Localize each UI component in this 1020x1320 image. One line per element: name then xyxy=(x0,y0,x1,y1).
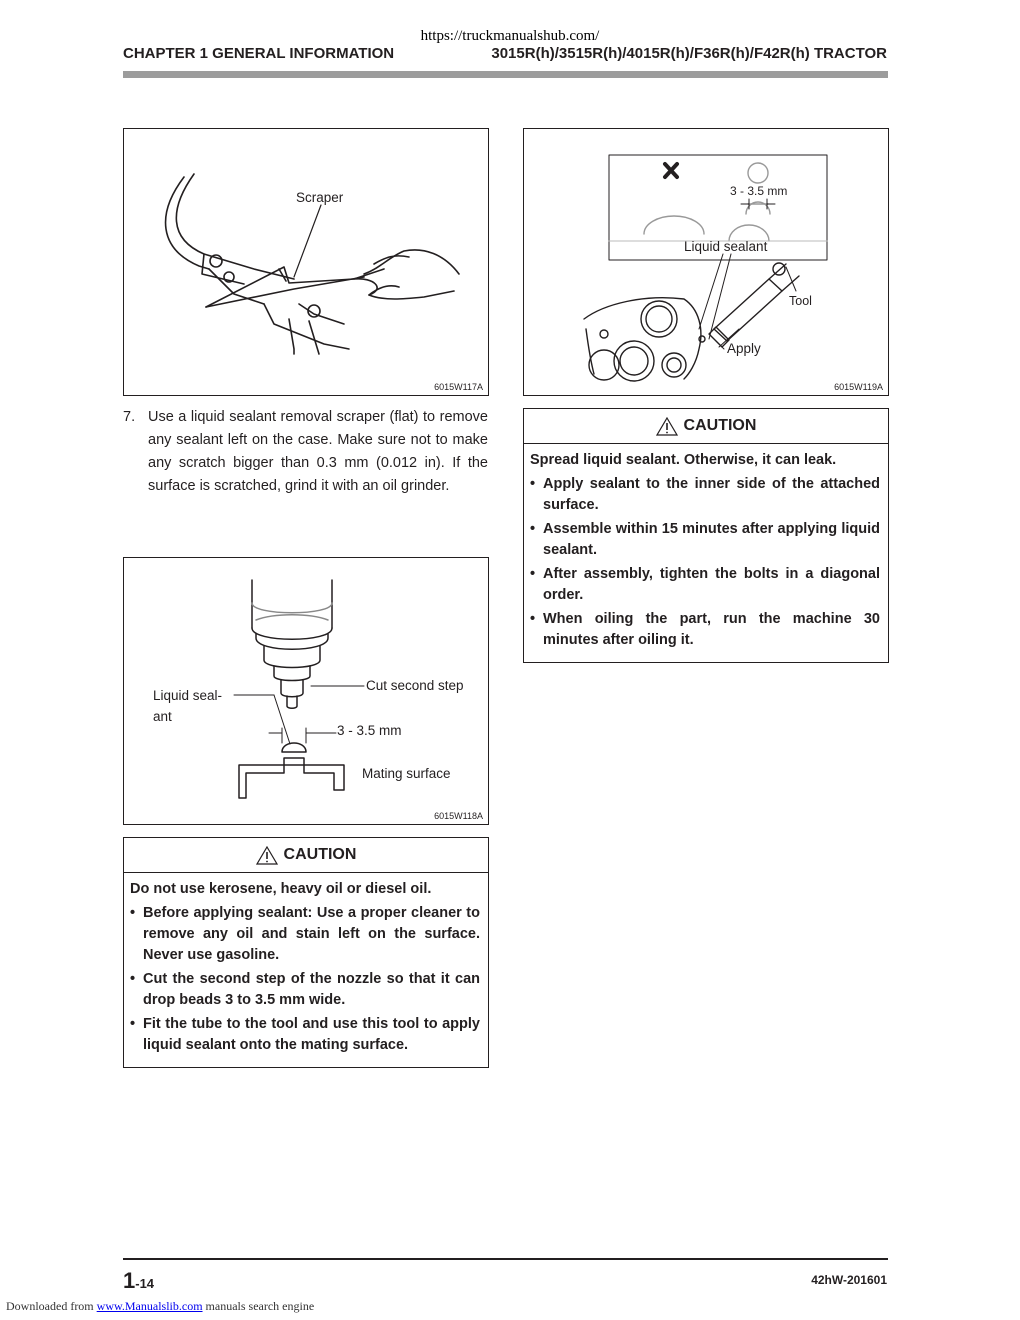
caution-bullet: • Cut the second step of the nozzle so that it can drop beads 3 to 3.5 mm wide. xyxy=(130,969,480,1011)
caution-title xyxy=(124,838,488,873)
header-bar xyxy=(123,71,888,78)
label-mating-surface: Mating surface xyxy=(362,766,451,781)
warning-triangle-icon xyxy=(256,846,278,865)
label-liquid-sealant: Liquid sealant xyxy=(684,239,768,254)
caution-bullet: • After assembly, tighten the bolts in a diagonal order. xyxy=(530,564,880,606)
chapter-title: CHAPTER 1 GENERAL INFORMATION xyxy=(123,45,395,62)
caution-title-text: CAUTION xyxy=(283,846,357,863)
figure-scraper xyxy=(123,128,489,396)
caution-bullet: • When oiling the part, run the machine 30 minutes after oiling it. xyxy=(530,609,880,651)
caution-bullet: • Fit the tube to the tool and use this tool to apply liquid sealant onto the mating surface. xyxy=(130,1014,480,1056)
page-number-minor: -14 xyxy=(135,1276,155,1291)
label-liquid-sealant-line1: Liquid seal- xyxy=(153,688,223,703)
label-apply: Apply xyxy=(727,341,761,356)
caution-box-left xyxy=(123,837,489,1068)
label-liquid-sealant-line2: ant xyxy=(153,709,172,724)
label-scraper: Scraper xyxy=(296,190,344,205)
apply-tool-illustration xyxy=(524,129,888,395)
warning-triangle-icon xyxy=(656,417,678,436)
step-text: Use a liquid sealant removal scraper (flat) to remove any sealant left on the case. Make sure not to make any scratch bigger than 0.3 mm (0.012 in). If the surface is scratched, grind it with an oil grinder. xyxy=(148,409,488,494)
label-gap: 3 - 3.5 mm xyxy=(337,723,402,738)
caution-box-right xyxy=(523,408,889,663)
model-title: 3015R(h)/3515R(h)/4015R(h)/F36R(h)/F42R(h) TRACTOR xyxy=(491,45,887,62)
figure-apply-tool xyxy=(523,128,889,396)
download-suffix: manuals search engine xyxy=(202,1299,315,1313)
figure-code: 6015W117A xyxy=(434,382,483,392)
figure-code: 6015W118A xyxy=(434,811,483,821)
figure-code: 6015W119A xyxy=(834,382,883,392)
step-7 xyxy=(123,406,488,498)
label-tool: Tool xyxy=(789,294,812,308)
caution-bullet: • Apply sealant to the inner side of the attached surface. xyxy=(530,474,880,516)
label-cut-second-step: Cut second step xyxy=(366,678,464,693)
scraper-illustration xyxy=(124,129,488,395)
caution-title xyxy=(524,409,888,444)
caution-lead: Do not use kerosene, heavy oil or diesel oil. xyxy=(130,881,432,897)
step-number: 7. xyxy=(123,409,136,425)
document-code: 42hW-201601 xyxy=(811,1273,887,1287)
source-url[interactable]: https://truckmanualshub.com/ xyxy=(420,28,600,44)
caution-bullet: • Assemble within 15 minutes after applying liquid sealant. xyxy=(530,519,880,561)
manualslib-link[interactable]: www.Manualslib.com xyxy=(96,1299,203,1313)
page-number xyxy=(123,1268,154,1294)
caution-lead: Spread liquid sealant. Otherwise, it can leak. xyxy=(530,452,837,468)
caution-bullet: • Before applying sealant: Use a proper cleaner to remove any oil and stain left on the surface. Never use gasoline. xyxy=(130,903,480,966)
download-notice xyxy=(6,1299,314,1314)
download-prefix: Downloaded from xyxy=(6,1299,94,1313)
figure-nozzle xyxy=(123,557,489,825)
label-gap: 3 - 3.5 mm xyxy=(730,184,788,198)
page-number-major: 1 xyxy=(123,1268,136,1293)
caution-title-text: CAUTION xyxy=(683,417,757,434)
footer-line xyxy=(123,1258,888,1260)
